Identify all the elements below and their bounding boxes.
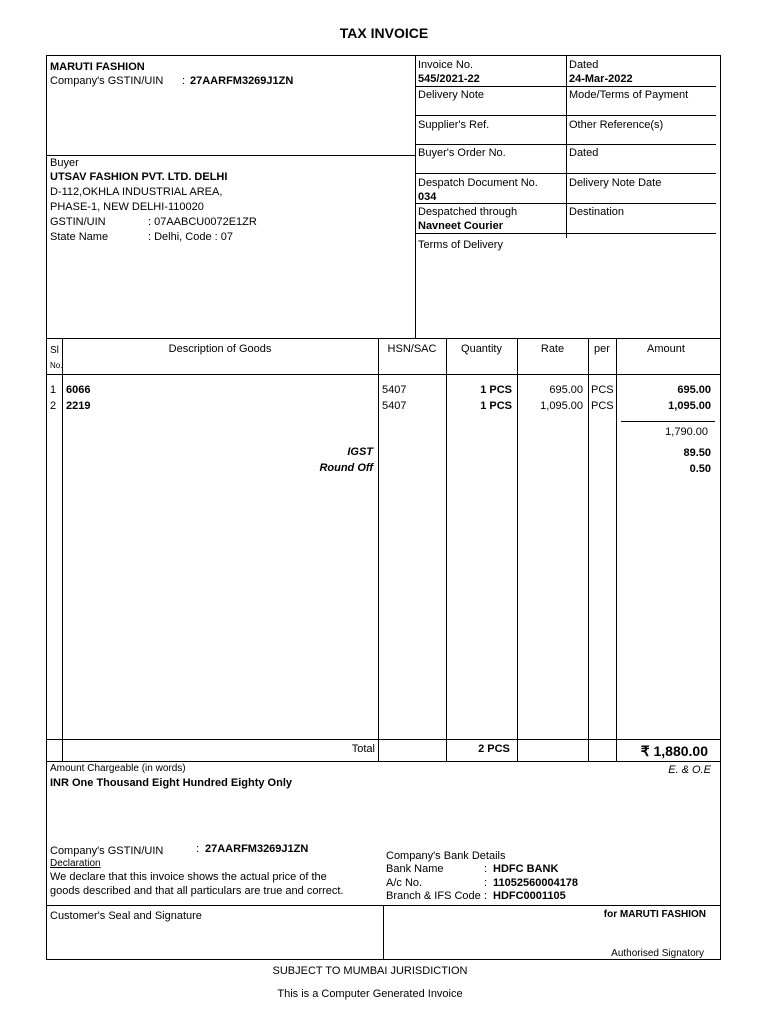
despatch-doc: 034: [418, 191, 437, 203]
buyer-state-label: State Name: [50, 231, 109, 243]
seller-name: MARUTI FASHION: [50, 61, 145, 73]
col-header-hsn: HSN/SAC: [387, 343, 437, 355]
row-hsn: 5407: [382, 400, 407, 412]
row-rate: 1,095.00: [540, 400, 583, 412]
buyer-gstin-label: GSTIN/UIN: [50, 216, 106, 228]
row-per: PCS: [591, 384, 614, 396]
account-sep: :: [484, 877, 488, 889]
company-gstin-label: Company's GSTIN/UIN: [50, 845, 164, 857]
buyers-order-label: Buyer's Order No.: [418, 147, 506, 159]
row-amount: 1,095.00: [668, 400, 711, 412]
buyer-state: : Delhi, Code : 07: [148, 231, 233, 243]
roundoff-label: Round Off: [319, 462, 373, 474]
subtotal-rule: [621, 421, 715, 422]
seller-gstin-label: Company's GSTIN/UIN: [50, 75, 164, 87]
amount-words-label: Amount Chargeable (in words): [50, 763, 186, 774]
seller-gstin-sep: :: [182, 75, 186, 87]
company-gstin: 27AARFM3269J1ZN: [205, 843, 309, 855]
col-divider: [378, 338, 379, 761]
seller-gstin: 27AARFM3269J1ZN: [190, 75, 294, 87]
dated-value: 24-Mar-2022: [569, 73, 633, 85]
divider: [46, 155, 415, 156]
eoe-note: E. & O.E: [668, 764, 711, 776]
other-refs-label: Other Reference(s): [569, 119, 664, 131]
roundoff-amount: 0.50: [689, 463, 711, 475]
branch-label: Branch & IFS Code: [386, 890, 481, 902]
divider: [46, 338, 721, 339]
divider: [566, 55, 567, 238]
total-row-bottom: [46, 761, 721, 762]
despatched-through: Navneet Courier: [418, 220, 503, 232]
bank-name-sep: :: [484, 863, 488, 875]
branch-sep: :: [484, 890, 488, 902]
bank-name-label: Bank Name: [386, 863, 444, 875]
signature-col-divider: [383, 905, 384, 960]
col-header-rate: Rate: [540, 343, 565, 355]
divider: [415, 55, 416, 338]
col-header-quantity: Quantity: [461, 343, 502, 355]
invoice-no-label: Invoice No.: [418, 59, 474, 71]
bank-details-title: Company's Bank Details: [386, 850, 506, 862]
declaration-label: Declaration: [50, 858, 101, 869]
declaration-line2: goods described and that all particulars are true and correct.: [50, 885, 344, 897]
total-quantity: 2 PCS: [478, 743, 510, 755]
row-description: 6066: [66, 384, 91, 396]
igst-label: IGST: [347, 446, 373, 458]
destination-label: Destination: [569, 206, 625, 218]
col-divider: [62, 338, 63, 761]
table-header-divider: [46, 374, 721, 375]
amount-in-words: INR One Thousand Eight Hundred Eighty Only: [50, 777, 292, 789]
bank-name: HDFC BANK: [493, 863, 559, 875]
computer-generated-note: This is a Computer Generated Invoice: [277, 988, 463, 1000]
for-company: for MARUTI FASHION: [603, 909, 706, 920]
total-row-top: [46, 739, 721, 740]
invoice-no: 545/2021-22: [418, 73, 480, 85]
dated-label: Dated: [569, 59, 599, 71]
row-rate: 695.00: [549, 384, 583, 396]
jurisdiction-note: SUBJECT TO MUMBAI JURISDICTION: [272, 965, 468, 977]
row-sl: 1: [50, 384, 57, 396]
delivery-note-label: Delivery Note: [418, 89, 485, 101]
terms-delivery-label: Terms of Delivery: [418, 239, 503, 251]
company-gstin-sep: :: [196, 843, 200, 855]
col-header-amount: Amount: [647, 343, 685, 355]
subtotal-amount: 1,790.00: [665, 426, 708, 438]
total-label: Total: [351, 743, 375, 755]
branch-ifsc: HDFC0001105: [493, 890, 566, 902]
col-header-sl: Sl: [50, 345, 59, 356]
row-quantity: 1 PCS: [480, 384, 512, 396]
divider: [415, 86, 716, 87]
row-description: 2219: [66, 400, 91, 412]
authorised-signatory: Authorised Signatory: [611, 948, 704, 959]
despatched-through-label: Despatched through: [418, 206, 518, 218]
divider: [415, 144, 716, 145]
col-header-per: per: [594, 343, 610, 355]
declaration-line1: We declare that this invoice shows the actual price of the: [50, 871, 327, 883]
row-hsn: 5407: [382, 384, 407, 396]
buyer-label: Buyer: [50, 157, 79, 169]
page-title: TAX INVOICE: [339, 25, 429, 41]
despatch-doc-label: Despatch Document No.: [418, 177, 538, 189]
divider: [415, 115, 716, 116]
col-divider: [588, 338, 589, 761]
divider: [415, 233, 716, 234]
divider: [415, 173, 716, 174]
row-sl: 2: [50, 400, 57, 412]
buyer-address-line1: D-112,OKHLA INDUSTRIAL AREA,: [50, 186, 223, 198]
delivery-note-date-label: Delivery Note Date: [569, 177, 662, 189]
suppliers-ref-label: Supplier's Ref.: [418, 119, 490, 131]
divider: [415, 203, 716, 204]
customer-seal-label: Customer's Seal and Signature: [50, 910, 202, 922]
row-per: PCS: [591, 400, 614, 412]
buyer-gstin: : 07AABCU0072E1ZR: [148, 216, 257, 228]
buyer-address-line2: PHASE-1, NEW DELHI-110020: [50, 201, 204, 213]
account-label: A/c No.: [386, 877, 423, 889]
total-amount: ₹ 1,880.00: [640, 743, 708, 759]
row-amount: 695.00: [677, 384, 711, 396]
igst-amount: 89.50: [683, 447, 711, 459]
col-header-no: No.: [50, 361, 63, 370]
order-dated-label: Dated: [569, 147, 599, 159]
row-quantity: 1 PCS: [480, 400, 512, 412]
col-header-description: Description of Goods: [168, 343, 272, 355]
mode-terms-label: Mode/Terms of Payment: [569, 89, 689, 101]
buyer-name: UTSAV FASHION PVT. LTD. DELHI: [50, 171, 228, 183]
account-number: 11052560004178: [493, 877, 579, 889]
